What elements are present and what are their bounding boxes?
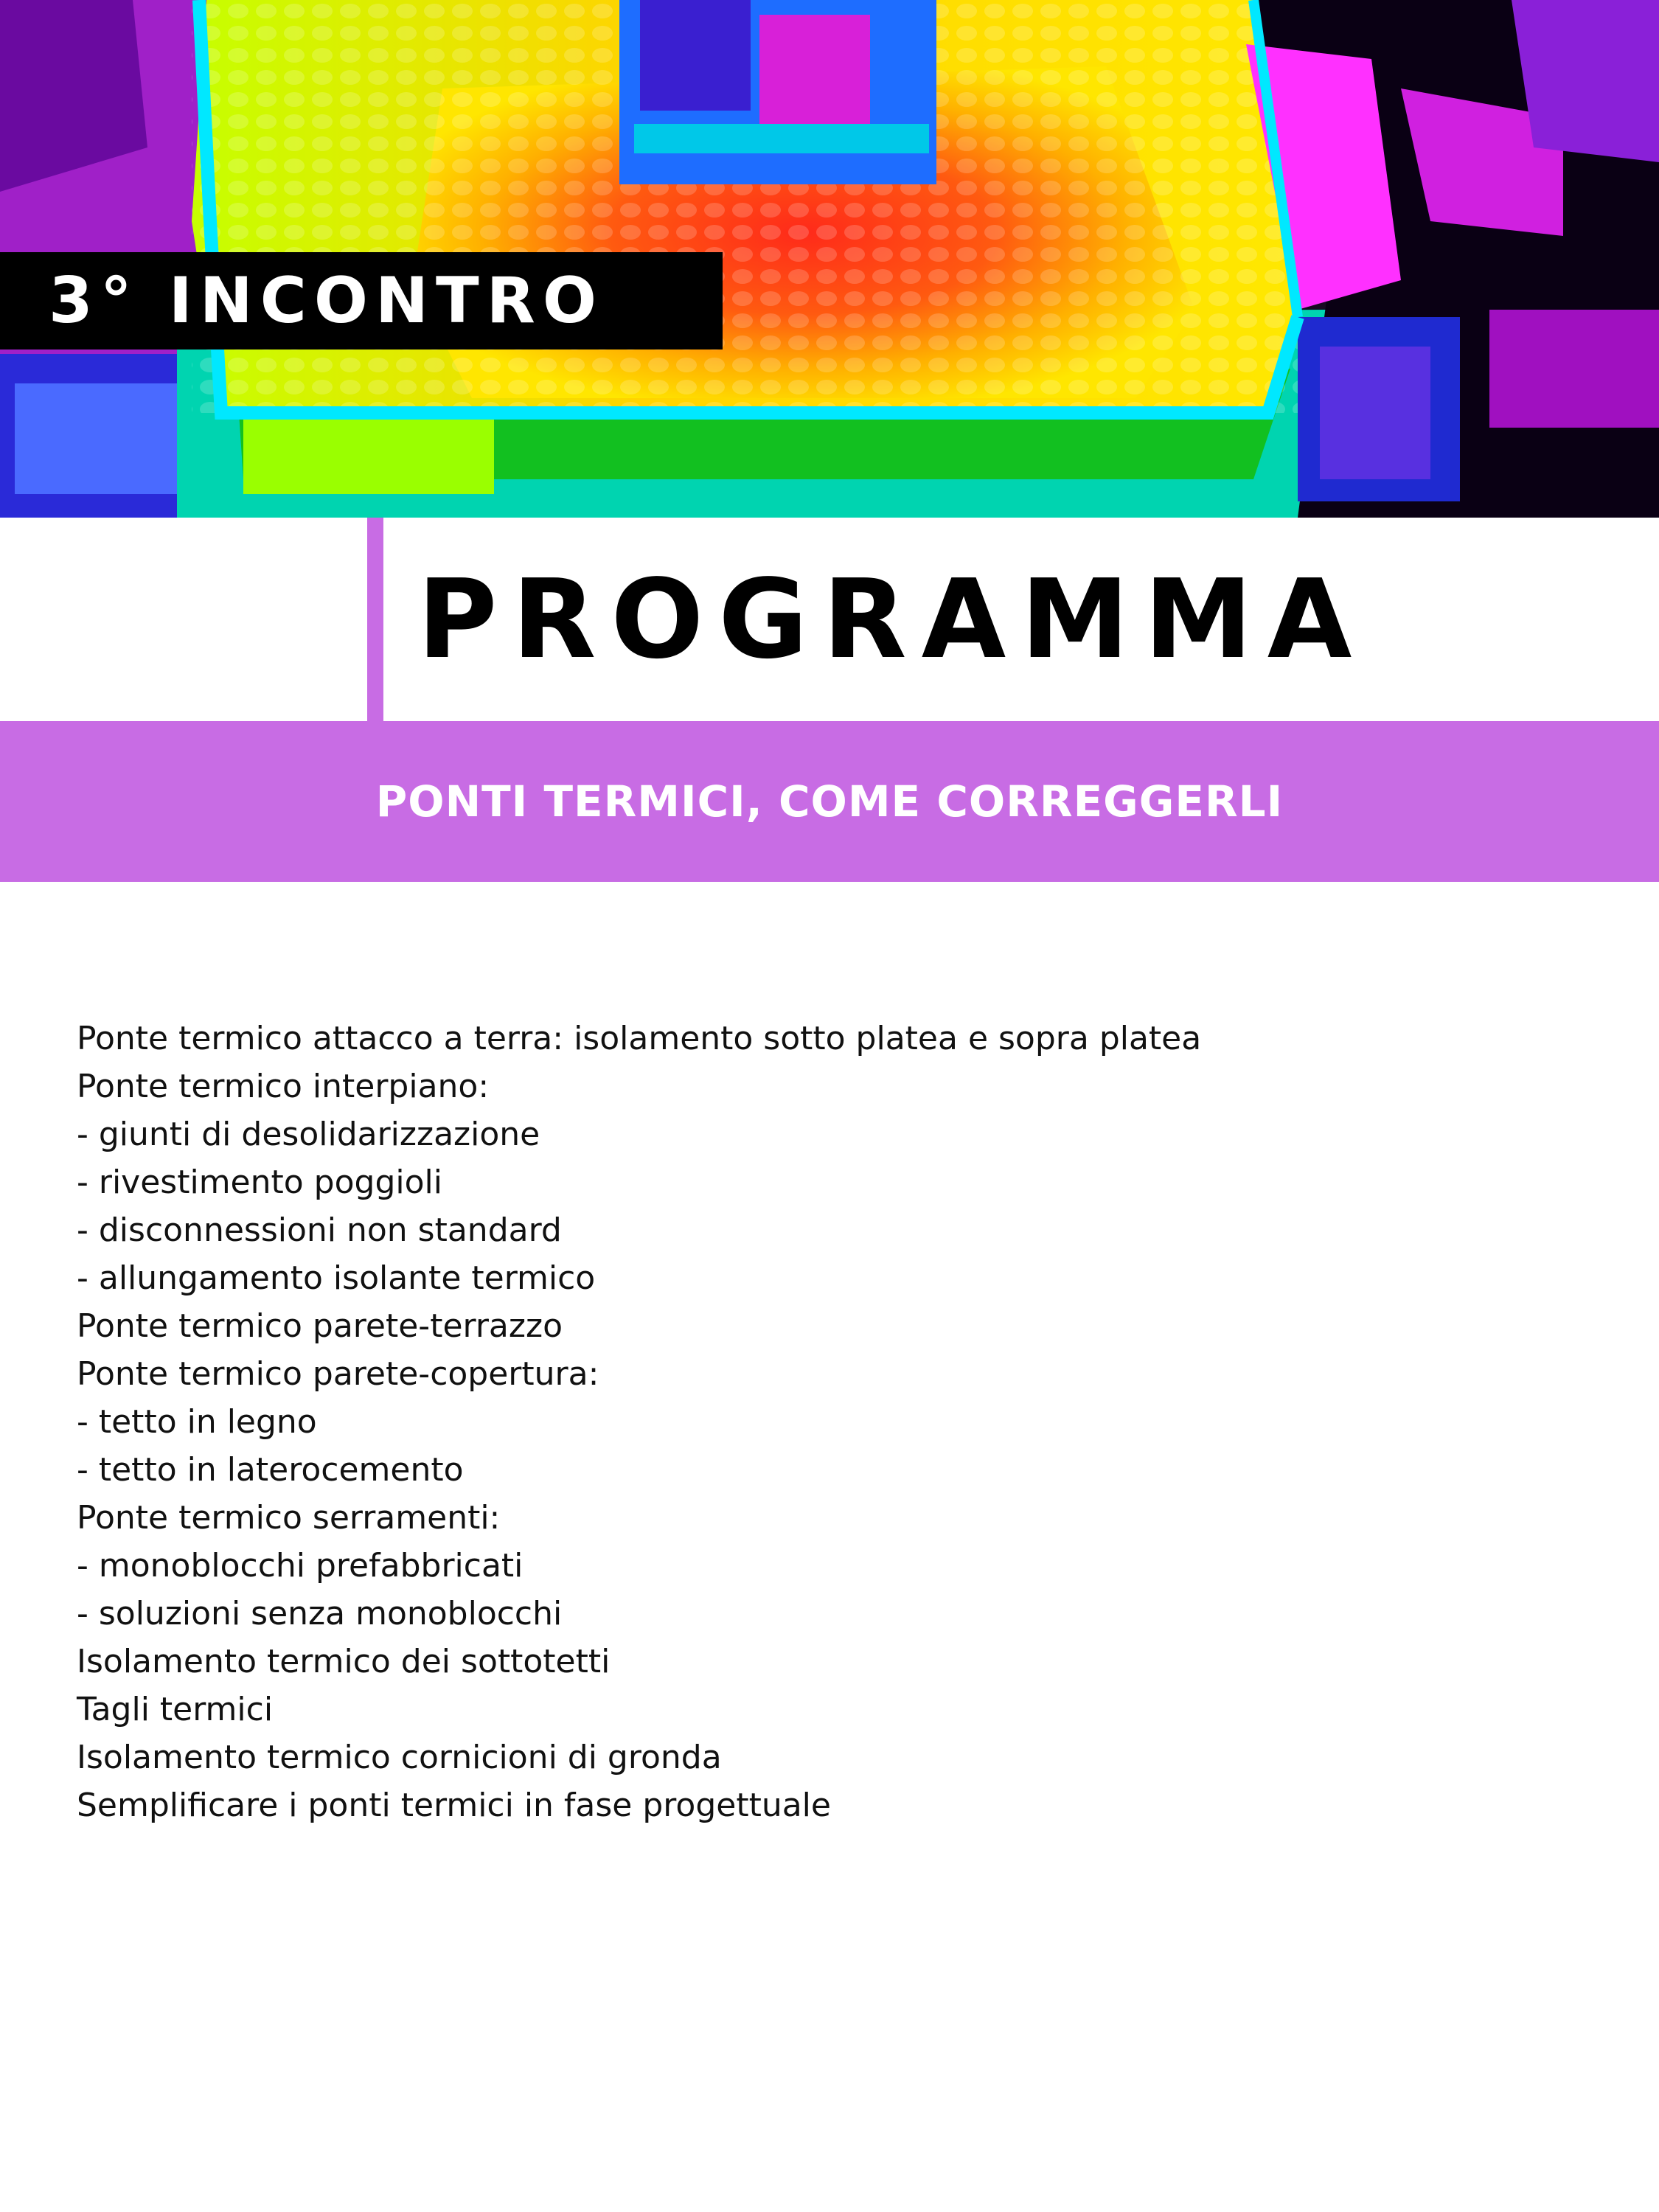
program-item: Ponte termico interpiano:: [77, 1068, 490, 1105]
program-item: - soluzioni senza monoblocchi: [77, 1595, 563, 1632]
program-item: Isolamento termico dei sottotetti: [77, 1643, 611, 1680]
meeting-label: 3° INCONTRO: [0, 252, 723, 349]
page-title: PROGRAMMA: [417, 556, 1367, 683]
program-item: - allungamento isolante termico: [77, 1259, 596, 1297]
program-item: Ponte termico parete-copertura:: [77, 1355, 599, 1393]
program-item: Semplificare i ponti termici in fase progettuale: [77, 1787, 831, 1824]
subtitle: PONTI TERMICI, COME CORREGGERLI: [375, 776, 1284, 827]
program-item: - rivestimento poggioli: [77, 1164, 442, 1201]
program-item: - tetto in laterocemento: [77, 1451, 464, 1489]
program-item: Tagli termici: [77, 1691, 274, 1728]
title-accent-bar: [367, 518, 383, 721]
program-item: Ponte termico parete-terrazzo: [77, 1307, 563, 1345]
program-item: Ponte termico serramenti:: [77, 1499, 501, 1537]
program-item: Ponte termico attacco a terra: isolamento sotto platea e sopra platea: [77, 1020, 1202, 1057]
program-item: - monoblocchi prefabbricati: [77, 1547, 524, 1585]
program-list: [77, 1015, 1551, 1829]
program-item: - disconnessioni non standard: [77, 1211, 562, 1249]
program-item: - tetto in legno: [77, 1403, 317, 1441]
program-item: Isolamento termico cornicioni di gronda: [77, 1739, 722, 1776]
program-item: - giunti di desolidarizzazione: [77, 1116, 540, 1153]
